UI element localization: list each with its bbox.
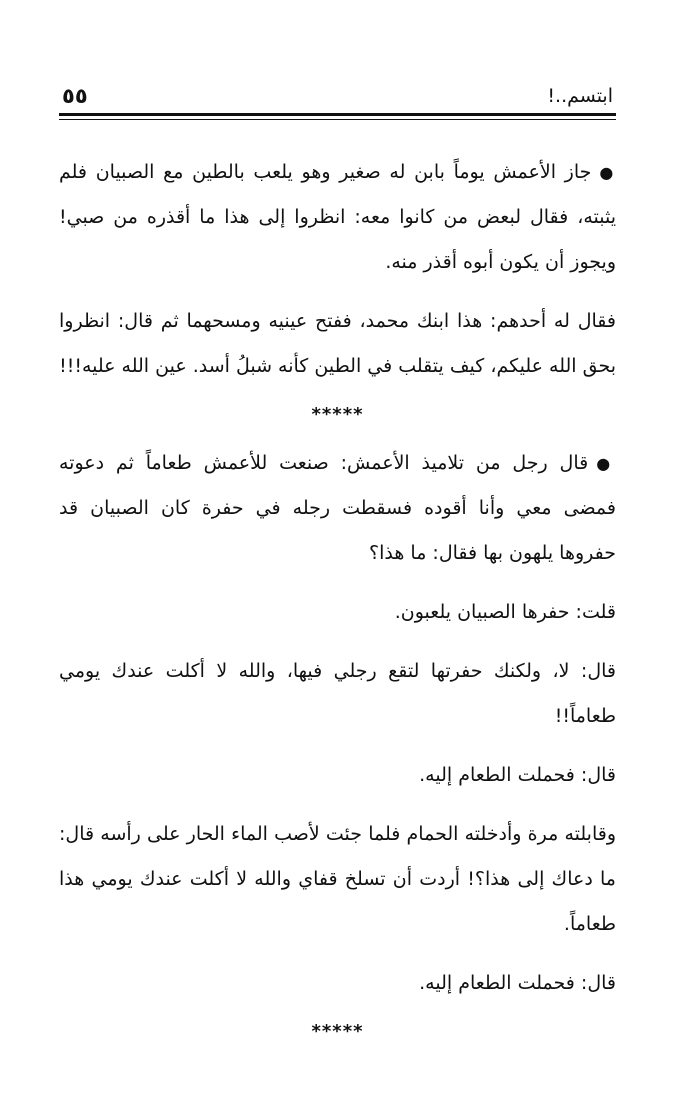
paragraph-5: قال: لا، ولكنك حفرتها لتقع رجلي فيها، والله لا أكلت عندك يومي طعاماً!! [59,660,616,727]
running-title: ابتسم..! [547,85,613,107]
bullet-icon: ● [599,163,616,182]
header-rule-thick [59,113,616,116]
page-body [59,150,616,1058]
paragraph-6: قال: فحملت الطعام إليه. [419,764,616,786]
paragraph-1 [59,150,616,285]
page-number: ٥٥ [62,84,88,108]
section-separator-2: ***** [311,1021,364,1042]
page-header [62,82,613,110]
paragraph-2: فقال له أحدهم: هذا ابنك محمد، ففتح عينيه ومسحهما ثم قال: انظروا بحق الله عليكم، كيف يتقلب في الطين كأنه شبلُ أسد. عين الله عليه!!! [59,310,616,377]
paragraph-1-text: جاز الأعمش يوماً بابن له صغير وهو يلعب بالطين مع الصبيان فلم يثبته، فقال لبعض من كانوا معه: انظروا إلى هذا ما أقذره من صبي! ويجوز أن يكون أبوه أقذر منه. [59,161,616,273]
paragraph-3 [59,441,616,576]
paragraph-3-text: قال رجل من تلاميذ الأعمش: صنعت للأعمش طعاماً ثم دعوته فمضى معي وأنا أقوده فسقطت رجله في حفرة كان الصبيان قد حفروها يلهون بها فقال: ما هذا؟ [59,452,616,564]
paragraph-4: قلت: حفرها الصبيان يلعبون. [394,601,616,623]
paragraph-8: قال: فحملت الطعام إليه. [419,972,616,994]
header-rule-thin [59,119,616,120]
section-separator-1: ***** [311,404,364,425]
bullet-icon: ● [596,454,616,473]
paragraph-7: وقابلته مرة وأدخلته الحمام فلما جئت لأصب الماء الحار على رأسه قال: ما دعاك إلى هذا؟! أردت أن تسلخ قفاي والله لا أكلت عندك يومي هذا طعاماً. [59,823,616,935]
